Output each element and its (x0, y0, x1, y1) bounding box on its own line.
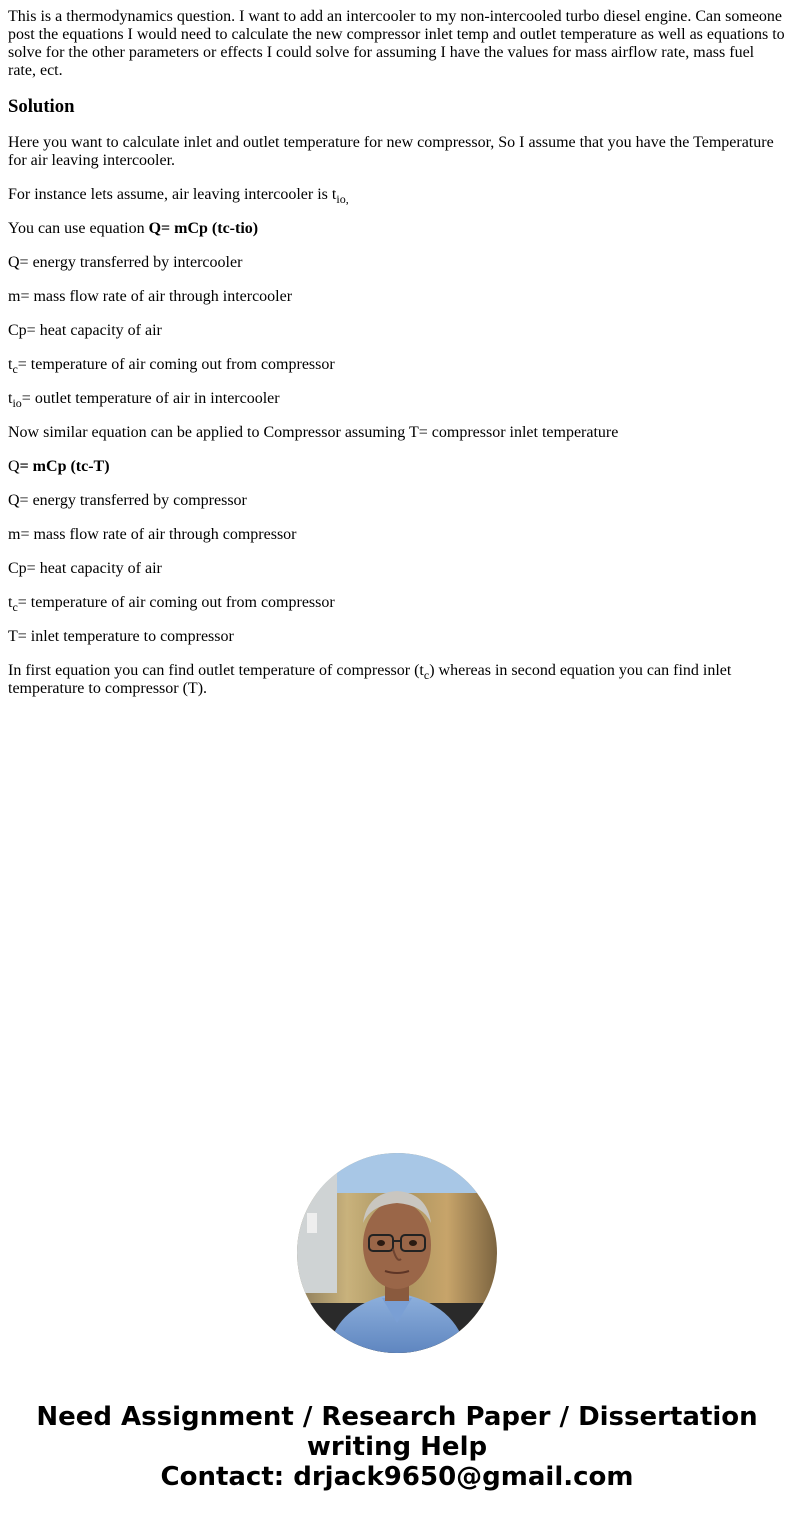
def-tc-1-text: = temperature of air coming out from compressor (17, 356, 335, 373)
conclusion-sub: c (423, 668, 430, 682)
equation-2-prefix: Q (8, 458, 20, 475)
equation-1 (8, 220, 786, 238)
def-t-inlet: T= inlet temperature to compressor (8, 628, 234, 645)
def-tc-1-sub: c (12, 362, 18, 376)
conclusion-before: In first equation you can find outlet temperature of compressor (t (8, 662, 424, 679)
def-cp-1: Cp= heat capacity of air (8, 322, 162, 339)
def-tc-2-text: = temperature of air coming out from compressor (17, 594, 335, 611)
similar-text: Now similar equation can be applied to Compressor assuming T= compressor inlet temperature (8, 424, 619, 441)
def-tc-1 (8, 356, 786, 374)
def-tc-2-sub: c (12, 600, 18, 614)
conclusion-text (8, 662, 786, 698)
def-tc-2-symbol: t (8, 594, 13, 611)
footer-line-1: Need Assignment / Research Paper / Dissertation (36, 1402, 758, 1432)
avatar-portrait (297, 1153, 497, 1353)
def-m-intercooler: m= mass flow rate of air through intercooler (8, 288, 293, 305)
answer-content (8, 8, 786, 714)
equation-2 (8, 458, 786, 476)
conclusion-after: ) whereas in second equation you can find inlet temperature to compressor (T). (8, 662, 732, 697)
def-tio-text: = outlet temperature of air in intercooler (21, 390, 280, 407)
def-q-intercooler: Q= energy transferred by intercooler (8, 254, 243, 271)
avatar (297, 1153, 497, 1353)
equation-1-prefix: You can use equation (8, 220, 149, 237)
def-q-compressor: Q= energy transferred by compressor (8, 492, 247, 509)
question-text: This is a thermodynamics question. I want to add an intercooler to my non-intercooled turbo diesel engine. Can someone post the equations I would need to calculate the new compressor inlet temp and outlet temperature as well as equations to solve for the other parameters or effects I could solve for assuming I have the values for mass airflow rate, mass fuel rate, ect. (8, 8, 785, 79)
equation-1-formula: Q= mCp (tc-tio) (148, 220, 259, 237)
def-tio (8, 390, 786, 408)
def-tio-symbol: t (8, 390, 13, 407)
assumption-main: For instance lets assume, air leaving intercooler is t (8, 186, 337, 203)
footer-line-2: writing Help (306, 1432, 488, 1462)
equation-2-formula: = mCp (tc-T) (19, 458, 110, 475)
intro-text: Here you want to calculate inlet and outlet temperature for new compressor, So I assume that you have the Temperature for air leaving intercooler. (8, 134, 774, 169)
def-tc-2 (8, 594, 786, 612)
solution-heading: Solution (8, 96, 75, 117)
assumption-subscript: io, (336, 192, 349, 206)
footer-contact (0, 1402, 794, 1492)
assumption-text (8, 186, 786, 204)
def-tc-1-symbol: t (8, 356, 13, 373)
def-m-compressor: m= mass flow rate of air through compressor (8, 526, 297, 543)
footer-contact-email: Contact: drjack9650@gmail.com (160, 1462, 634, 1492)
def-cp-2: Cp= heat capacity of air (8, 560, 162, 577)
def-tio-sub: io (12, 396, 22, 410)
